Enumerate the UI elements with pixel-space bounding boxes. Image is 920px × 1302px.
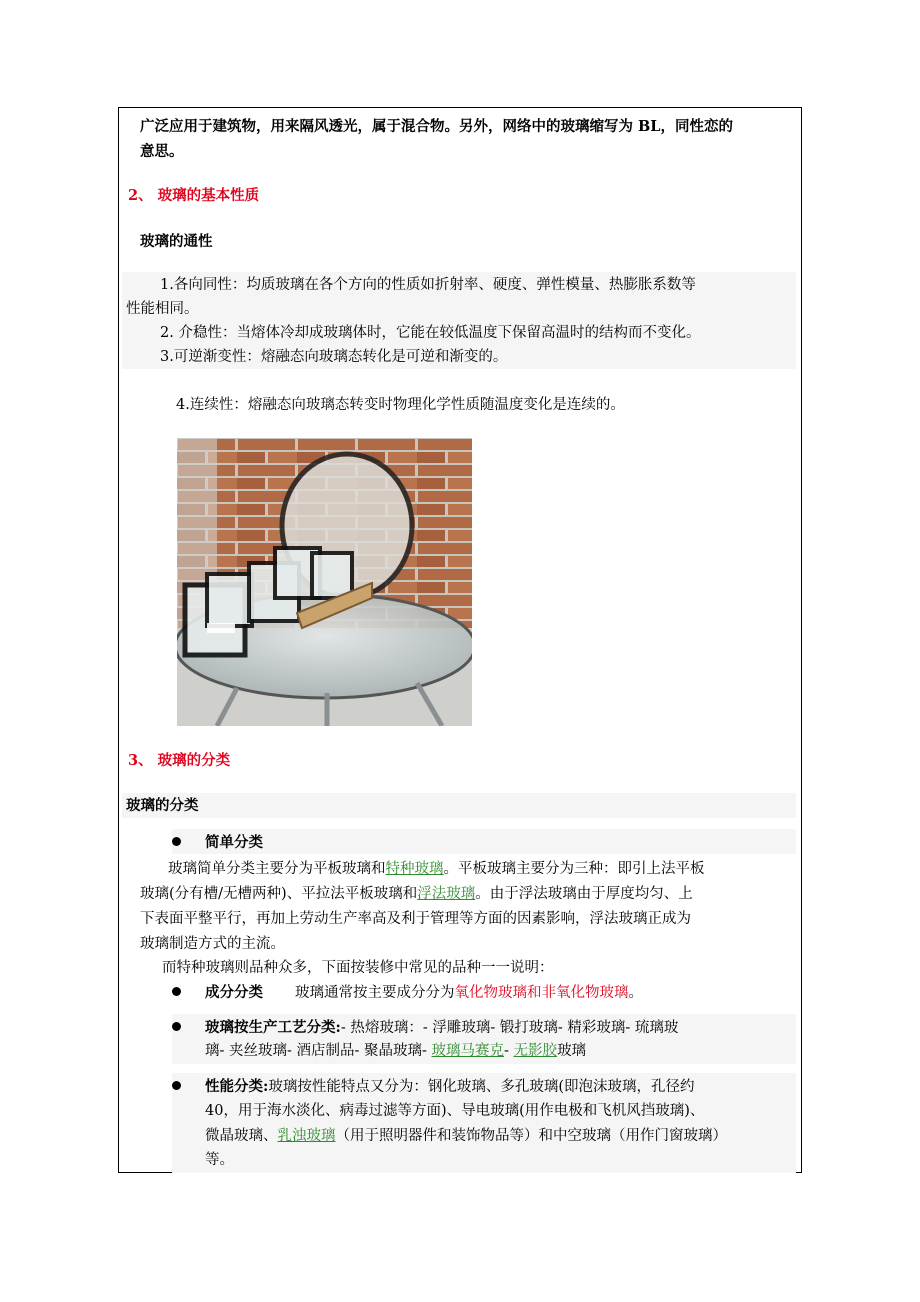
simple-para-line-2	[140, 882, 693, 907]
simple-para-line-4: 玻璃制造方式的主流。	[140, 936, 285, 952]
bullet-icon	[172, 837, 181, 846]
simple-text-a: 玻璃简单分类主要分为平板玻璃和	[168, 861, 386, 877]
simple-para-line-1	[168, 857, 705, 882]
glass-samples-photo	[177, 438, 472, 726]
property-4: 4.连续性：熔融态向玻璃态转变时物理化学性质随温度变化是连续的。	[176, 397, 625, 413]
intro-line-1: 广泛应用于建筑物，用来隔风透光，属于混合物。另外，网络中的玻璃缩写为 BL，同性恋的	[140, 118, 733, 135]
composition-title: 成分分类	[205, 984, 263, 1001]
property-2: 2. 介稳性：当熔体冷却成玻璃体时，它能在较低温度下保留高温时的结构而不变化。	[160, 325, 701, 341]
performance-line-3	[205, 1124, 727, 1149]
performance-line-1	[205, 1074, 695, 1100]
simple-text-d: 。由于浮法玻璃由于厚度均匀、上	[475, 886, 693, 902]
property-1-cont: 性能相同。	[126, 301, 199, 317]
composition-highlight: 氧化物玻璃和非氧化物玻璃	[454, 985, 629, 1001]
simple-title: 简单分类	[205, 834, 263, 851]
property-1: 1.各向同性：均质玻璃在各个方向的性质如折射率、硬度、弹性模量、热膨胀系数等	[160, 277, 696, 293]
section-3-subheading: 玻璃的分类	[126, 797, 199, 814]
section-2-subheading: 玻璃的通性	[140, 233, 213, 250]
section-3-heading: 3、 玻璃的分类	[128, 752, 231, 769]
link-special-glass[interactable]: 特种玻璃	[385, 861, 444, 877]
bullet-icon	[172, 1081, 181, 1090]
composition-end: 。	[628, 985, 643, 1001]
process-title: 玻璃按生产工艺分类:	[205, 1019, 341, 1036]
performance-line-2: 40，用于海水淡化、病毒过滤等方面)、导电玻璃(用作电极和飞机风挡玻璃)、	[205, 1103, 705, 1119]
process-sep: -	[504, 1043, 514, 1059]
simple-para-line-3: 下表面平整平行，再加上劳动生产率高及利于管理等方面的因素影响，浮法玻璃正成为	[140, 911, 691, 927]
link-glass-mosaic[interactable]: 玻璃马赛克	[431, 1043, 505, 1059]
composition-line	[205, 980, 643, 1006]
simple-shade	[172, 829, 796, 854]
process-line-1	[205, 1015, 678, 1041]
classification-shade	[122, 793, 796, 818]
performance-line-4: 等。	[205, 1152, 234, 1168]
performance-text-4: （用于照明器件和装饰物品等）和中空玻璃（用作门窗玻璃）	[335, 1128, 727, 1144]
simple-text-c: 玻璃(分有槽/无槽两种)、平拉法平板玻璃和	[140, 886, 418, 902]
simple-para-2: 而特种玻璃则品种众多，下面按装修中常见的品种一一说明：	[162, 960, 554, 976]
bullet-icon	[172, 1022, 181, 1031]
process-line-2	[205, 1039, 586, 1064]
process-text-3: 玻璃	[557, 1043, 587, 1059]
link-uv-glue[interactable]: 无影胶	[513, 1043, 558, 1059]
bullet-icon	[172, 987, 181, 996]
process-text-2: 璃- 夹丝玻璃- 酒店制品- 聚晶玻璃-	[205, 1043, 432, 1059]
link-float-glass[interactable]: 浮法玻璃	[417, 886, 476, 902]
performance-text-3: 微晶玻璃、	[205, 1128, 278, 1144]
simple-text-b: 。平板玻璃主要分为三种：即引上法平板	[443, 861, 705, 877]
property-3: 3.可逆渐变性：熔融态向玻璃态转化是可逆和渐变的。	[160, 349, 508, 365]
process-text-1: - 热熔玻璃：- 浮雕玻璃- 锻打玻璃- 精彩玻璃- 琉璃玻	[340, 1020, 679, 1036]
section-2-heading: 2、 玻璃的基本性质	[128, 187, 260, 204]
performance-title: 性能分类:	[205, 1078, 269, 1095]
intro-line-2: 意思。	[140, 143, 184, 160]
link-opal-glass[interactable]: 乳浊玻璃	[277, 1128, 336, 1144]
performance-text-1: 玻璃按性能特点又分为：钢化玻璃、多孔玻璃(即泡沫玻璃，孔径约	[268, 1079, 695, 1095]
composition-text: 玻璃通常按主要成分分为	[295, 985, 455, 1001]
